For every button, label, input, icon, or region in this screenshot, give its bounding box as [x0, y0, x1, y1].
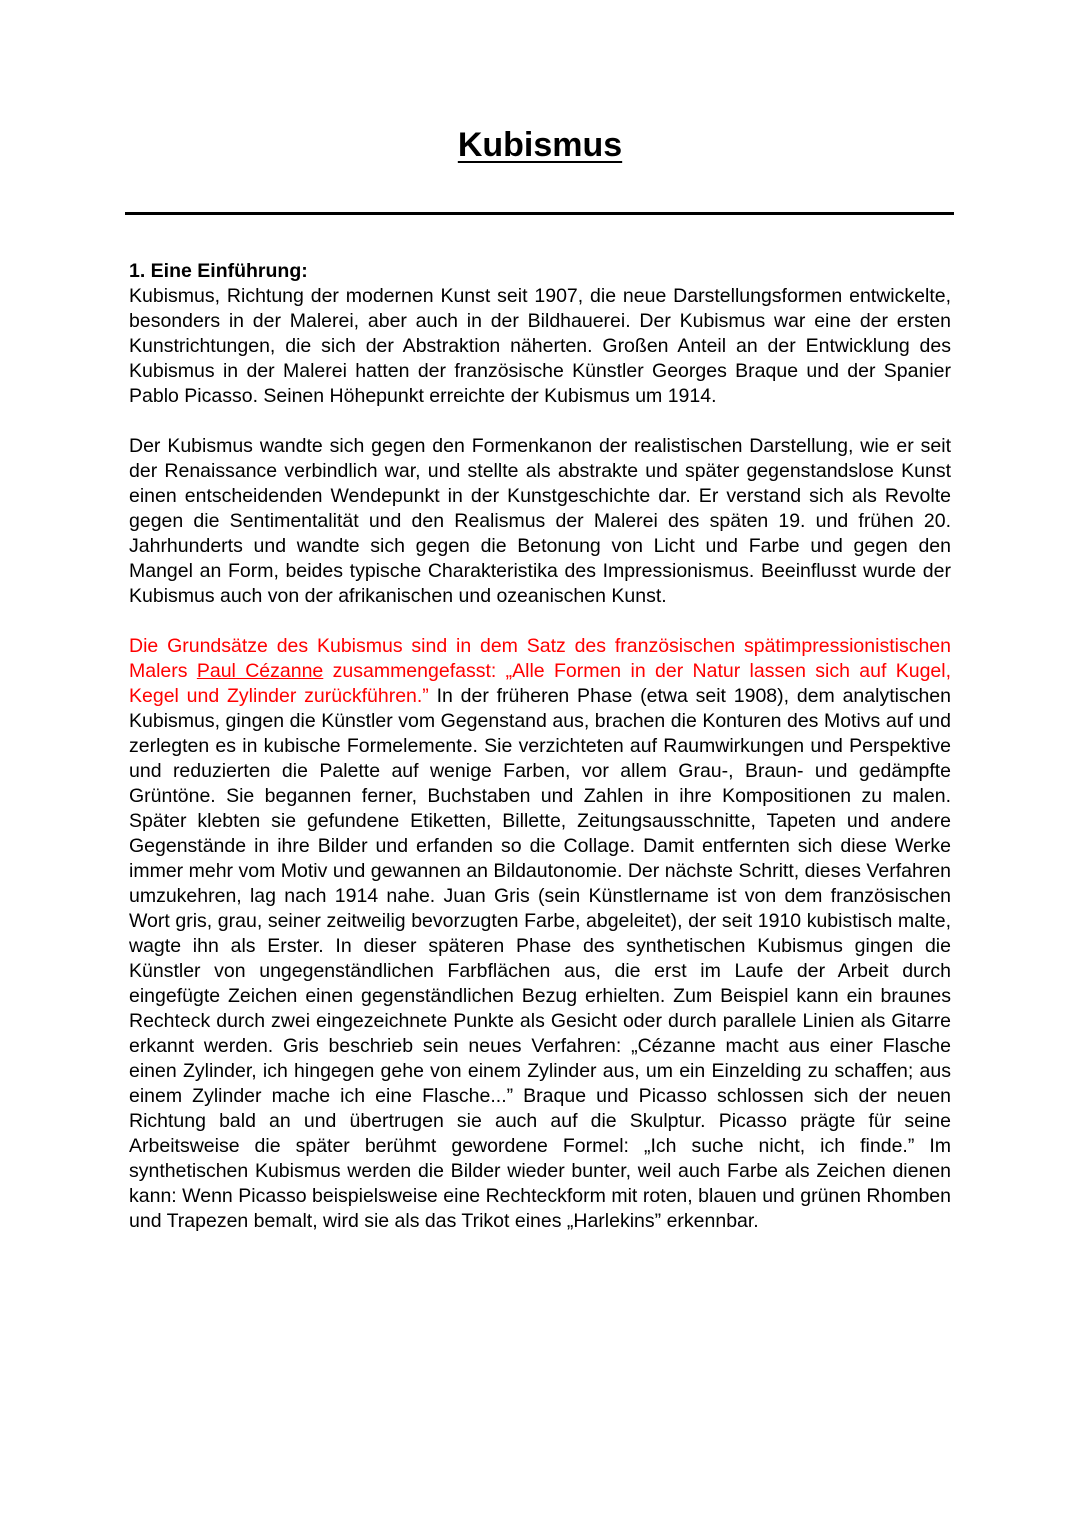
document-title: Kubismus: [457, 126, 623, 164]
paragraph-grundsaetze-body: In der früheren Phase (etwa seit 1908), dem analytischen Kubismus, gingen die Künstler vom Gegenstand aus, brachen die Konturen des Motivs auf und zerlegten es in kubische Formelemente. Sie verzichteten auf Raumwirkungen und Perspektive und reduzierten die Palette auf wenige Farben, vor allem Grau-, Braun- und gedämpfte Grüntöne. Sie begannen ferner, Buchstaben und Zahlen in ihre Kompositionen zu malen. Später klebten sie gefundene Etiketten, Billette, Zeitungsausschnitte, Tapeten und andere Gegenstände in ihre Bilder und erfanden so die Collage. Damit entfernten sich diese Werke immer mehr vom Motiv und gewannen an Bildautonomie. Der nächste Schritt, dieses Verfahren umzukehren, lag nach 1914 nahe. Juan Gris (sein Künstlername ist von dem französischen Wort gris, grau, seiner zeitweilig bevorzugten Farbe, abgeleitet), der seit 1910 kubistisch malte, wagte ihn als Erster. In dieser späteren Phase des synthetischen Kubismus gingen die Künstler von ungegenständlichen Farbflächen aus, die erst im Laufe der Arbeit durch eingefügte Zeichen einen gegenständlichen Bezug erhielten. Zum Beispiel kann ein braunes Rechteck durch zwei eingezeichnete Punkte als Gesicht oder durch parallele Linien als Gitarre erkannt werden. Gris beschrieb sein neues Verfahren: „Cézanne macht aus einer Flasche einen Zylinder, ich hingegen gehe von einem Zylinder aus, um ein Einzelding zu schaffen; aus einem Zylinder mache ich eine Flasche...” Braque und Picasso schlossen sich der neuen Richtung bald an und übertrugen sie auch auf die Skulptur. Picasso prägte für seine Arbeitsweise die später berühmt gewordene Formel: „Ich suche nicht, ich finde.” Im synthetischen Kubismus werden die Bilder wieder bunter, weil auch Farbe als Zeichen dienen kann: Wenn Picasso beispielsweise eine Rechteckform mit roten, blauen und grünen Rhomben und Trapezen bemalt, wird sie als das Trikot eines „Harlekins” erkennbar.: [129, 685, 951, 1232]
highlight-text-lead: Die Grundsätze des Kubismus sind in dem Satz des französischen spätimpressionistischen Malers: [129, 635, 951, 682]
paragraph-formenkanon: Der Kubismus wandte sich gegen den Formenkanon der realistischen Darstellung, wie er seit der Renaissance verbindlich war, und stellte als abstrakte und später gegenstandslose Kunst einen entscheidenden Wendepunkt in der Kunstgeschichte dar. Er verstand sich als Revolte gegen die Sentimentalität und den Realismus der Malerei des späten 19. und frühen 20. Jahrhunderts und wandte sich gegen die Betonung von Licht und Farbe und gegen den Mangel an Form, beides typische Charakteristika des Impressionismus. Beeinflusst wurde der Kubismus auch von der afrikanischen und ozeanischen Kunst.: [129, 435, 951, 607]
paragraph-intro: Kubismus, Richtung der modernen Kunst seit 1907, die neue Darstellungsformen entwickelte, besonders in der Malerei, aber auch in der Bildhauerei. Der Kubismus war eine der ersten Kunstrichtungen, die sich der Abstraktion näherten. Großen Anteil an der Entwicklung des Kubismus in der Malerei hatten der französische Künstler Georges Braque und der Spanier Pablo Picasso. Seinen Höhepunkt erreichte der Kubismus um 1914.: [129, 285, 951, 407]
highlight-text-quote: zusammengefasst: „Alle Formen in der Natur lassen sich auf Kugel, Kegel und Zylinder zurückführen.”: [129, 660, 952, 707]
title-divider: [125, 212, 954, 215]
section-heading: 1. Eine Einführung:: [129, 260, 308, 282]
paragraph-grundsaetze: [129, 634, 951, 1234]
cezanne-link[interactable]: Paul Cézanne: [196, 660, 324, 682]
document-body: [129, 259, 951, 1234]
